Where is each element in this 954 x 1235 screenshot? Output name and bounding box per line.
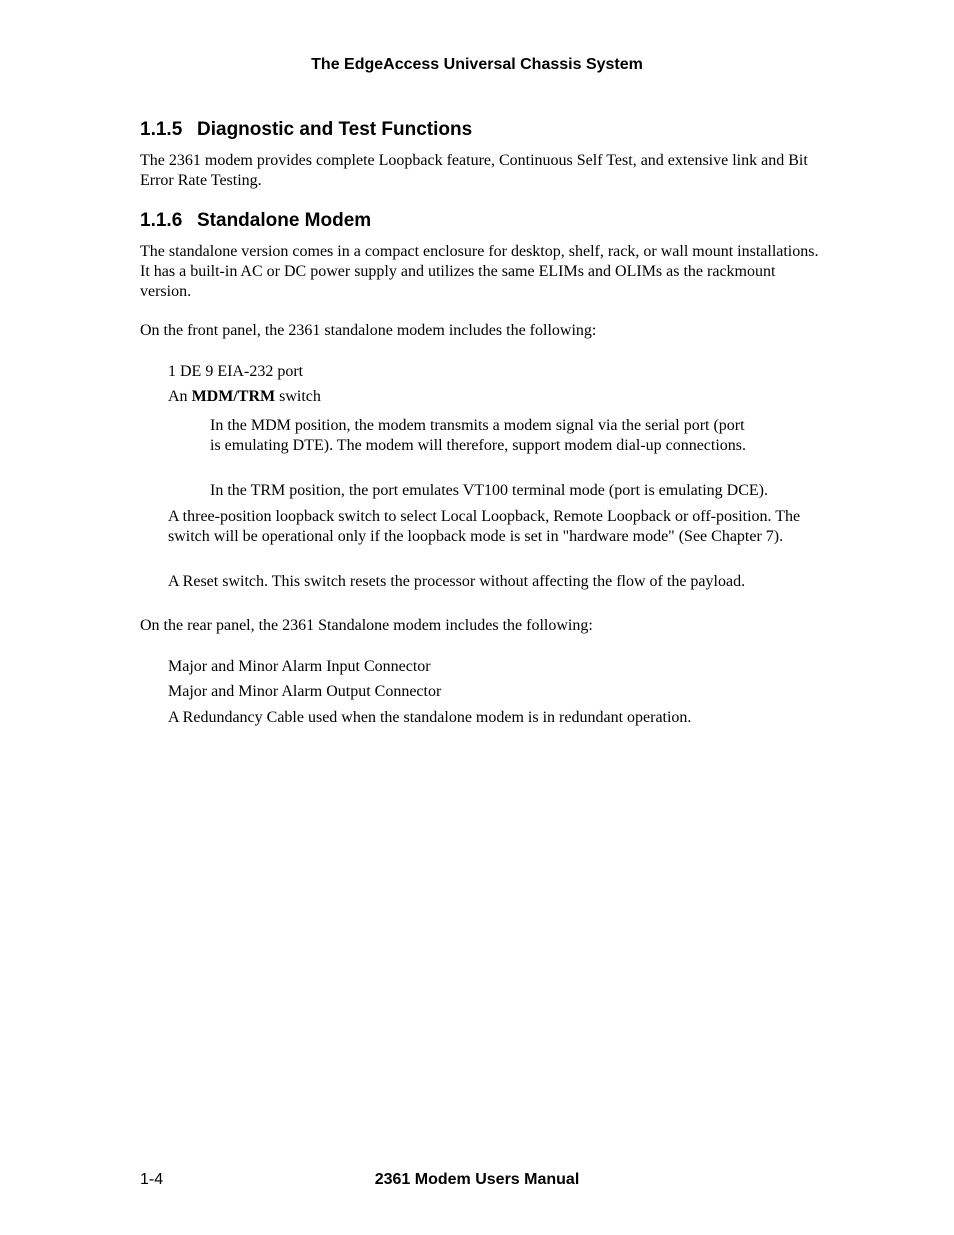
footer-manual-title: 2361 Modem Users Manual: [374, 1171, 580, 1188]
list-item-mdm-trm-switch: [168, 387, 818, 407]
switch-name: MDM/TRM: [191, 388, 276, 405]
list-item-loopback-switch: A three-position loopback switch to select Local Loopback, Remote Loopback or off-position. The switch will be operational only if the loopback mode is set in "hardware mode" (See Chapter 7).: [168, 508, 801, 545]
section-1-1-5-body: The 2361 modem provides complete Loopback feature, Continuous Self Test, and extensive link and Bit Error Rate Testing.: [140, 152, 808, 189]
sub-item-trm-position: In the TRM position, the port emulates VT100 terminal mode (port is emulating DCE).: [210, 482, 768, 499]
section-heading-1-1-6: [140, 210, 371, 232]
section-title: Standalone Modem: [197, 210, 372, 231]
rear-panel-intro: On the rear panel, the 2361 Standalone modem includes the following:: [140, 617, 593, 634]
section-number: 1.1.5: [140, 119, 183, 140]
list-item: Major and Minor Alarm Output Connector: [168, 683, 442, 700]
running-header: The EdgeAccess Universal Chassis System: [311, 56, 643, 73]
page-number: 1-4: [140, 1171, 164, 1188]
sub-item-mdm-position: In the MDM position, the modem transmits a modem signal via the serial port (port is emulating DTE). The modem will therefore, support modem dial-up connections.: [210, 417, 747, 454]
list-item-port: 1 DE 9 EIA-232 port: [168, 363, 304, 380]
section-title: Diagnostic and Test Functions: [197, 119, 473, 140]
list-item: Major and Minor Alarm Input Connector: [168, 658, 431, 675]
item-text: An: [168, 388, 192, 405]
item-text: switch: [275, 388, 321, 405]
list-item: A Redundancy Cable used when the standalone modem is in redundant operation.: [168, 709, 692, 726]
section-1-1-6-body: The standalone version comes in a compact enclosure for desktop, shelf, rack, or wall mount installations. It has a built-in AC or DC power supply and utilizes the same ELIMs and OLIMs as the rackmount version.: [140, 243, 819, 300]
front-panel-intro: On the front panel, the 2361 standalone modem includes the following:: [140, 322, 597, 339]
section-number: 1.1.6: [140, 210, 183, 231]
list-item-reset-switch: A Reset switch. This switch resets the processor without affecting the flow of the payload.: [168, 573, 746, 590]
section-heading-1-1-5: [140, 119, 472, 141]
